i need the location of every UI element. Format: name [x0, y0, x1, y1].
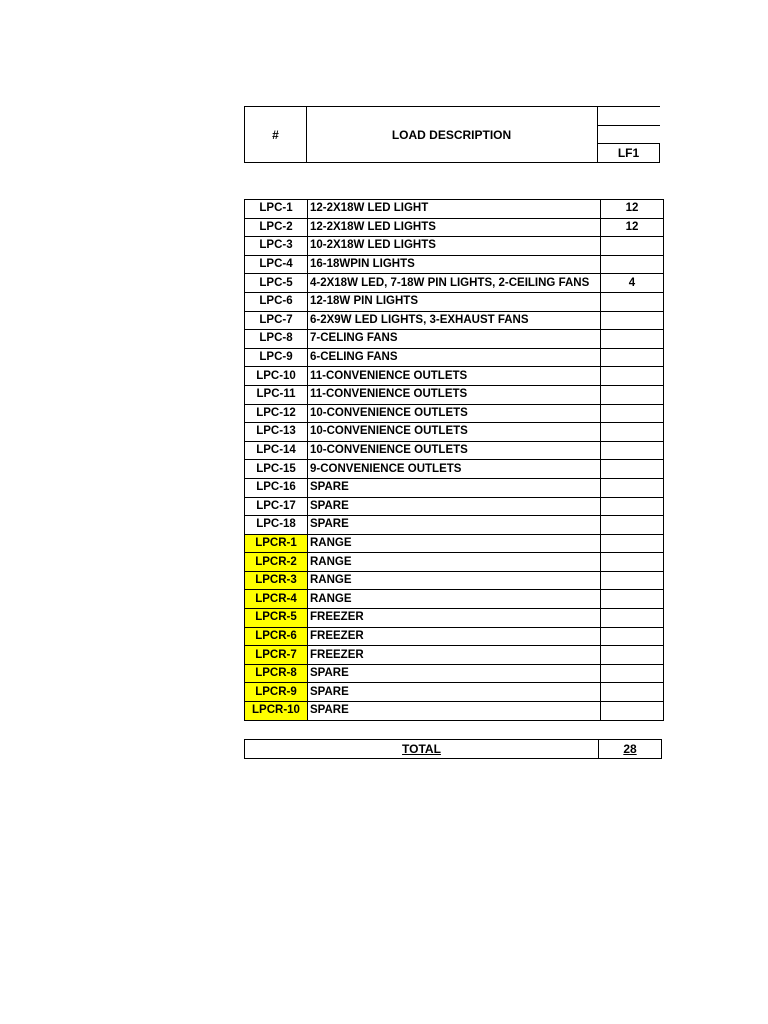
- lf1-value-cell[interactable]: [601, 571, 664, 590]
- table-row: [245, 534, 664, 553]
- table-row: [245, 590, 664, 609]
- circuit-id-cell[interactable]: LPC-18: [245, 516, 308, 535]
- load-description-cell[interactable]: FREEZER: [308, 627, 601, 646]
- lf1-value-cell[interactable]: [601, 311, 664, 330]
- circuit-id-cell[interactable]: LPCR-4: [245, 590, 308, 609]
- load-description-cell[interactable]: 10-CONVENIENCE OUTLETS: [308, 441, 601, 460]
- table-row: [245, 571, 664, 590]
- table-row: [245, 664, 664, 683]
- load-description-cell[interactable]: 10-2X18W LED LIGHTS: [308, 237, 601, 256]
- circuit-id-cell[interactable]: LPC-4: [245, 255, 308, 274]
- lf1-value-cell[interactable]: [601, 460, 664, 479]
- lf1-value-cell[interactable]: [601, 702, 664, 721]
- circuit-id-cell[interactable]: LPCR-1: [245, 534, 308, 553]
- circuit-id-cell[interactable]: LPC-13: [245, 423, 308, 442]
- circuit-id-cell[interactable]: LPC-10: [245, 367, 308, 386]
- circuit-id-cell[interactable]: LPCR-3: [245, 571, 308, 590]
- total-table: [244, 739, 662, 759]
- lf1-value-cell[interactable]: [601, 553, 664, 572]
- circuit-id-cell[interactable]: LPC-1: [245, 200, 308, 219]
- circuit-id-cell[interactable]: LPCR-6: [245, 627, 308, 646]
- load-description-cell[interactable]: RANGE: [308, 590, 601, 609]
- load-table: [244, 199, 664, 721]
- lf1-value-cell[interactable]: [601, 385, 664, 404]
- load-description-cell[interactable]: SPARE: [308, 702, 601, 721]
- circuit-id-cell[interactable]: LPC-6: [245, 292, 308, 311]
- table-row: [245, 330, 664, 349]
- table-row: [245, 516, 664, 535]
- table-row: [245, 646, 664, 665]
- table-row: [245, 609, 664, 628]
- load-description-cell[interactable]: RANGE: [308, 553, 601, 572]
- lf1-value-cell[interactable]: [601, 534, 664, 553]
- lf1-value-cell[interactable]: [601, 330, 664, 349]
- load-description-cell[interactable]: 12-2X18W LED LIGHT: [308, 200, 601, 219]
- table-row: [245, 683, 664, 702]
- lf1-value-cell[interactable]: [601, 441, 664, 460]
- lf1-value-cell[interactable]: 12: [601, 218, 664, 237]
- lf1-value-cell[interactable]: 12: [601, 200, 664, 219]
- table-row: [245, 200, 664, 219]
- circuit-id-cell[interactable]: LPCR-9: [245, 683, 308, 702]
- load-description-cell[interactable]: SPARE: [308, 664, 601, 683]
- table-row: [245, 497, 664, 516]
- circuit-id-cell[interactable]: LPC-2: [245, 218, 308, 237]
- lf1-value-cell[interactable]: [601, 237, 664, 256]
- load-description-cell[interactable]: 11-CONVENIENCE OUTLETS: [308, 367, 601, 386]
- circuit-id-cell[interactable]: LPC-12: [245, 404, 308, 423]
- header-top-cell[interactable]: [597, 106, 660, 126]
- circuit-id-cell[interactable]: LPC-17: [245, 497, 308, 516]
- header-desc-cell[interactable]: [306, 106, 598, 163]
- load-description-cell[interactable]: 7-CELING FANS: [308, 330, 601, 349]
- table-row: [245, 385, 664, 404]
- circuit-id-cell[interactable]: LPC-3: [245, 237, 308, 256]
- load-description-cell[interactable]: 11-CONVENIENCE OUTLETS: [308, 385, 601, 404]
- load-description-cell[interactable]: 6-2X9W LED LIGHTS, 3-EXHAUST FANS: [308, 311, 601, 330]
- load-description-cell[interactable]: 12-2X18W LED LIGHTS: [308, 218, 601, 237]
- circuit-id-cell[interactable]: LPC-5: [245, 274, 308, 293]
- header-num-cell[interactable]: [244, 106, 307, 163]
- lf1-value-cell[interactable]: 4: [601, 274, 664, 293]
- header-desc-label: LOAD DESCRIPTION: [391, 127, 512, 142]
- lf1-value-cell[interactable]: [601, 627, 664, 646]
- lf1-value-cell[interactable]: [601, 516, 664, 535]
- table-row: [245, 292, 664, 311]
- circuit-id-cell[interactable]: LPCR-10: [245, 702, 308, 721]
- load-description-cell[interactable]: RANGE: [308, 571, 601, 590]
- lf1-value-cell[interactable]: [601, 423, 664, 442]
- load-description-cell[interactable]: FREEZER: [308, 646, 601, 665]
- circuit-id-cell[interactable]: LPC-16: [245, 478, 308, 497]
- table-row: [245, 274, 664, 293]
- load-description-cell[interactable]: 10-CONVENIENCE OUTLETS: [308, 404, 601, 423]
- table-row: [245, 255, 664, 274]
- lf1-value-cell[interactable]: [601, 292, 664, 311]
- table-row: [245, 441, 664, 460]
- load-table-body: [245, 200, 664, 721]
- circuit-id-cell[interactable]: LPC-14: [245, 441, 308, 460]
- header-lf1-label: LF1: [617, 146, 640, 160]
- load-description-cell[interactable]: FREEZER: [308, 609, 601, 628]
- table-row: [245, 702, 664, 721]
- load-description-cell[interactable]: 6-CELING FANS: [308, 348, 601, 367]
- lf1-value-cell[interactable]: [601, 683, 664, 702]
- header-block: [244, 106, 660, 163]
- circuit-id-cell[interactable]: LPCR-2: [245, 553, 308, 572]
- load-description-cell[interactable]: SPARE: [308, 478, 601, 497]
- load-description-cell[interactable]: 9-CONVENIENCE OUTLETS: [308, 460, 601, 479]
- table-row: [245, 553, 664, 572]
- lf1-value-cell[interactable]: [601, 348, 664, 367]
- table-row: [245, 311, 664, 330]
- header-num-label: #: [272, 127, 279, 142]
- table-row: [245, 237, 664, 256]
- lf1-value-cell[interactable]: [601, 367, 664, 386]
- circuit-id-cell[interactable]: LPCR-8: [245, 664, 308, 683]
- table-row: [245, 367, 664, 386]
- load-description-cell[interactable]: 12-18W PIN LIGHTS: [308, 292, 601, 311]
- load-description-cell[interactable]: RANGE: [308, 534, 601, 553]
- table-row: [245, 423, 664, 442]
- lf1-value-cell[interactable]: [601, 590, 664, 609]
- lf1-value-cell[interactable]: [601, 255, 664, 274]
- total-value-cell[interactable]: 28: [599, 740, 662, 759]
- load-description-cell[interactable]: 4-2X18W LED, 7-18W PIN LIGHTS, 2-CEILING FANS: [308, 274, 601, 293]
- table-row: [245, 478, 664, 497]
- circuit-id-cell[interactable]: LPCR-7: [245, 646, 308, 665]
- lf1-value-cell[interactable]: [601, 478, 664, 497]
- table-row: [245, 404, 664, 423]
- lf1-value-cell[interactable]: [601, 497, 664, 516]
- load-description-cell[interactable]: SPARE: [308, 683, 601, 702]
- header-mid-cell[interactable]: [597, 125, 660, 144]
- load-description-cell[interactable]: 10-CONVENIENCE OUTLETS: [308, 423, 601, 442]
- lf1-value-cell[interactable]: [601, 609, 664, 628]
- total-row: [245, 740, 662, 759]
- table-row: [245, 627, 664, 646]
- load-description-cell[interactable]: SPARE: [308, 516, 601, 535]
- lf1-value-cell[interactable]: [601, 664, 664, 683]
- table-row: [245, 460, 664, 479]
- circuit-id-cell[interactable]: LPC-15: [245, 460, 308, 479]
- load-description-cell[interactable]: SPARE: [308, 497, 601, 516]
- lf1-value-cell[interactable]: [601, 404, 664, 423]
- table-row: [245, 348, 664, 367]
- load-description-cell[interactable]: 16-18WPIN LIGHTS: [308, 255, 601, 274]
- circuit-id-cell[interactable]: LPC-8: [245, 330, 308, 349]
- total-label-cell[interactable]: TOTAL: [245, 740, 599, 759]
- circuit-id-cell[interactable]: LPCR-5: [245, 609, 308, 628]
- table-row: [245, 218, 664, 237]
- circuit-id-cell[interactable]: LPC-11: [245, 385, 308, 404]
- circuit-id-cell[interactable]: LPC-7: [245, 311, 308, 330]
- header-lf1-cell[interactable]: [597, 143, 660, 163]
- circuit-id-cell[interactable]: LPC-9: [245, 348, 308, 367]
- lf1-value-cell[interactable]: [601, 646, 664, 665]
